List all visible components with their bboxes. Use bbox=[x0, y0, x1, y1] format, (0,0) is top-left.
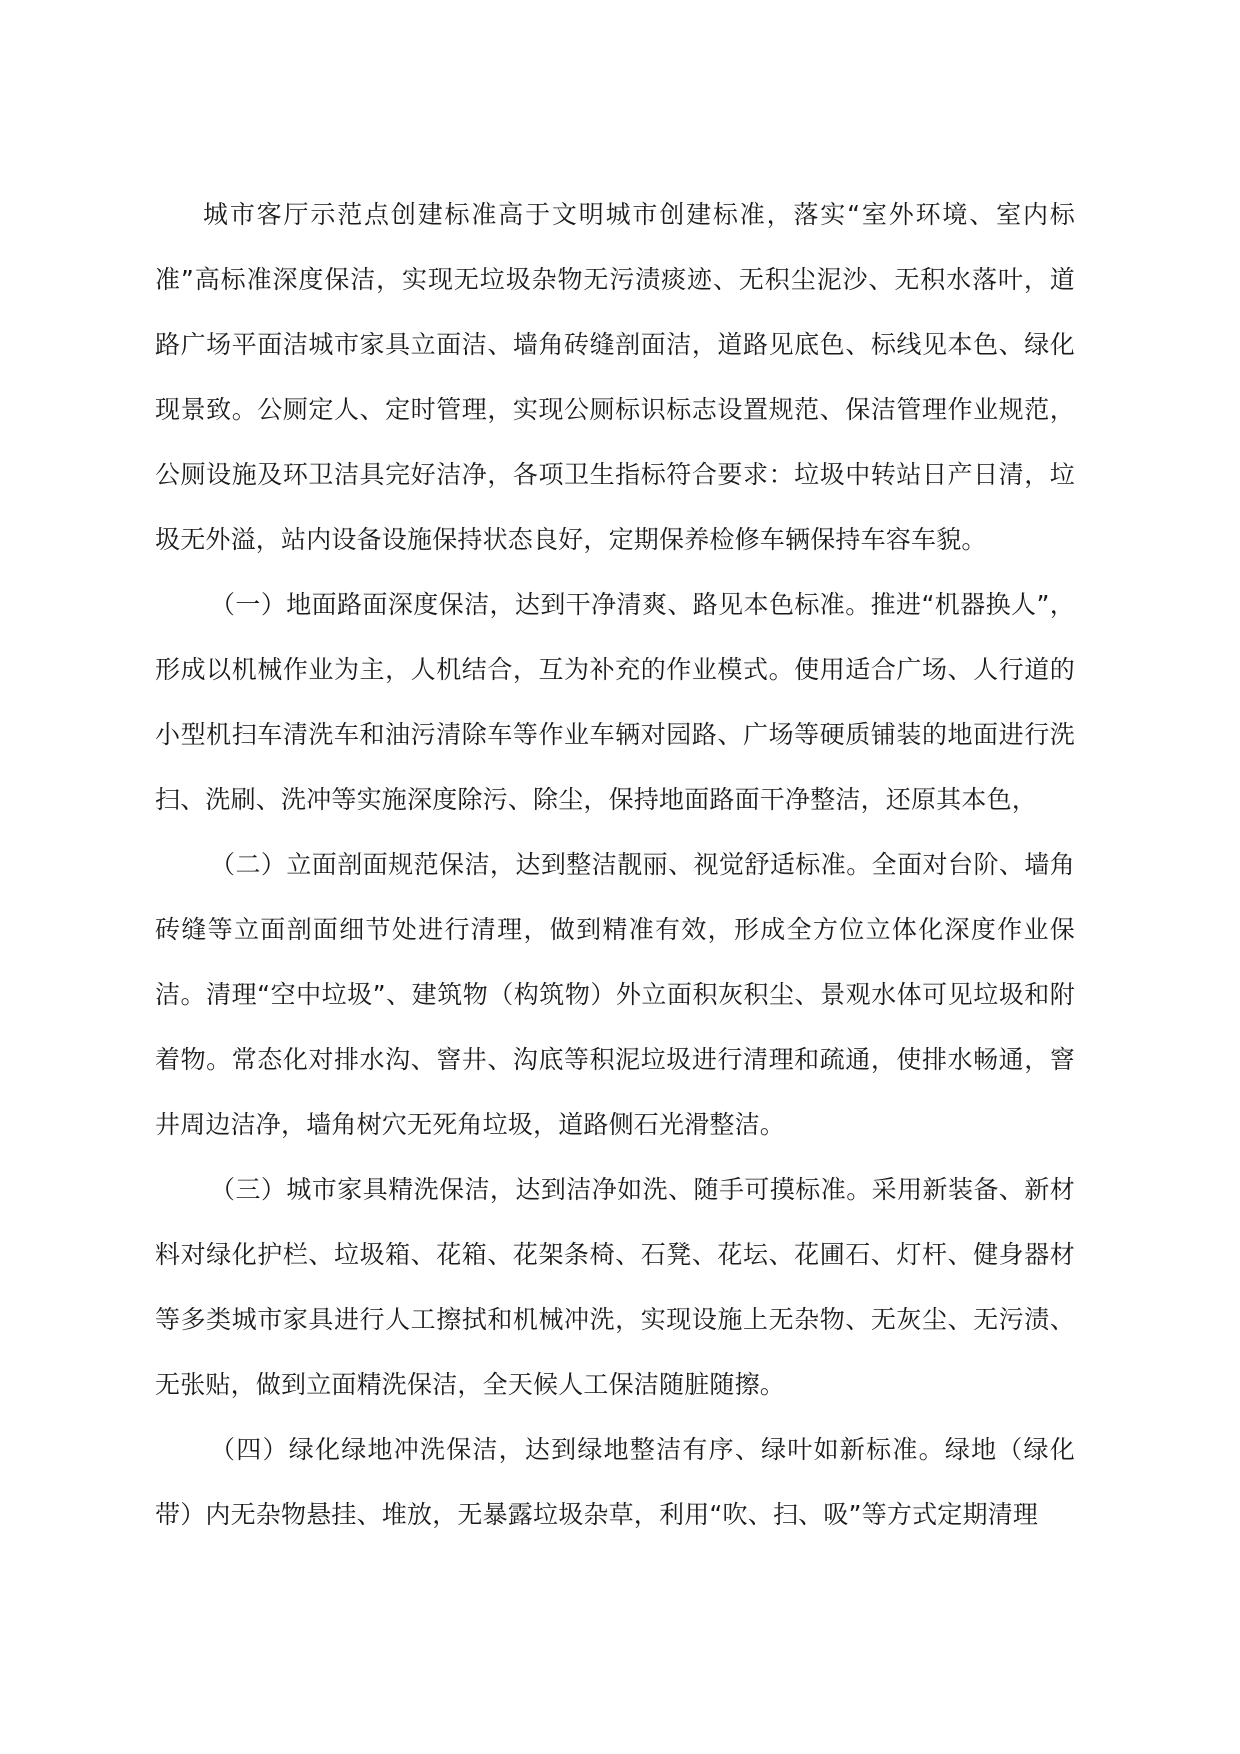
document-body bbox=[155, 182, 1075, 1547]
paragraph-section-1: （一）地面路面深度保洁，达到干净清爽、路见本色标准。推进“机器换人”，形成以机械作业为主，人机结合，互为补充的作业模式。使用适合广场、人行道的小型机扫车清洗车和油污清除车等作业车辆对园路、广场等硬质铺装的地面进行洗扫、洗刷、洗冲等实施深度除污、除尘，保持地面路面干净整洁，还原其本色， bbox=[155, 590, 1075, 814]
paragraph-intro: 城市客厅示范点创建标准高于文明城市创建标准，落实“室外环境、室内标准”高标准深度保洁，实现无垃圾杂物无污渍痰迹、无积尘泥沙、无积水落叶，道路广场平面洁城市家具立面洁、墙角砖缝剖面洁，道路见底色、标线见本色、绿化现景致。公厕定人、定时管理，实现公厕标识标志设置规范、保洁管理作业规范，公厕设施及环卫洁具完好洁净，各项卫生指标符合要求：垃圾中转站日产日清，垃圾无外溢，站内设备设施保持状态良好，定期保养检修车辆保持车容车貌。 bbox=[155, 200, 1075, 554]
paragraph-section-4: （四）绿化绿地冲洗保洁，达到绿地整洁有序、绿叶如新标准。绿地（绿化带）内无杂物悬挂、堆放，无暴露垃圾杂草，利用“吹、扫、吸”等方式定期清理 bbox=[155, 1435, 1075, 1529]
paragraph-section-3: （三）城市家具精洗保洁，达到洁净如洗、随手可摸标准。采用新装备、新材料对绿化护栏、垃圾箱、花箱、花架条椅、石凳、花坛、花圃石、灯杆、健身器材等多类城市家具进行人工擦拭和机械冲洗，实现设施上无杂物、无灰尘、无污渍、无张贴，做到立面精洗保洁，全天候人工保洁随脏随擦。 bbox=[155, 1175, 1075, 1399]
paragraph-section-2: （二）立面剖面规范保洁，达到整洁靓丽、视觉舒适标准。全面对台阶、墙角砖缝等立面剖面细节处进行清理，做到精准有效，形成全方位立体化深度作业保洁。清理“空中垃圾”、建筑物（构筑物）外立面积灰积尘、景观水体可见垃圾和附着物。常态化对排水沟、窨井、沟底等积泥垃圾进行清理和疏通，使排水畅通，窨井周边洁净，墙角树穴无死角垃圾，道路侧石光滑整洁。 bbox=[155, 850, 1075, 1139]
